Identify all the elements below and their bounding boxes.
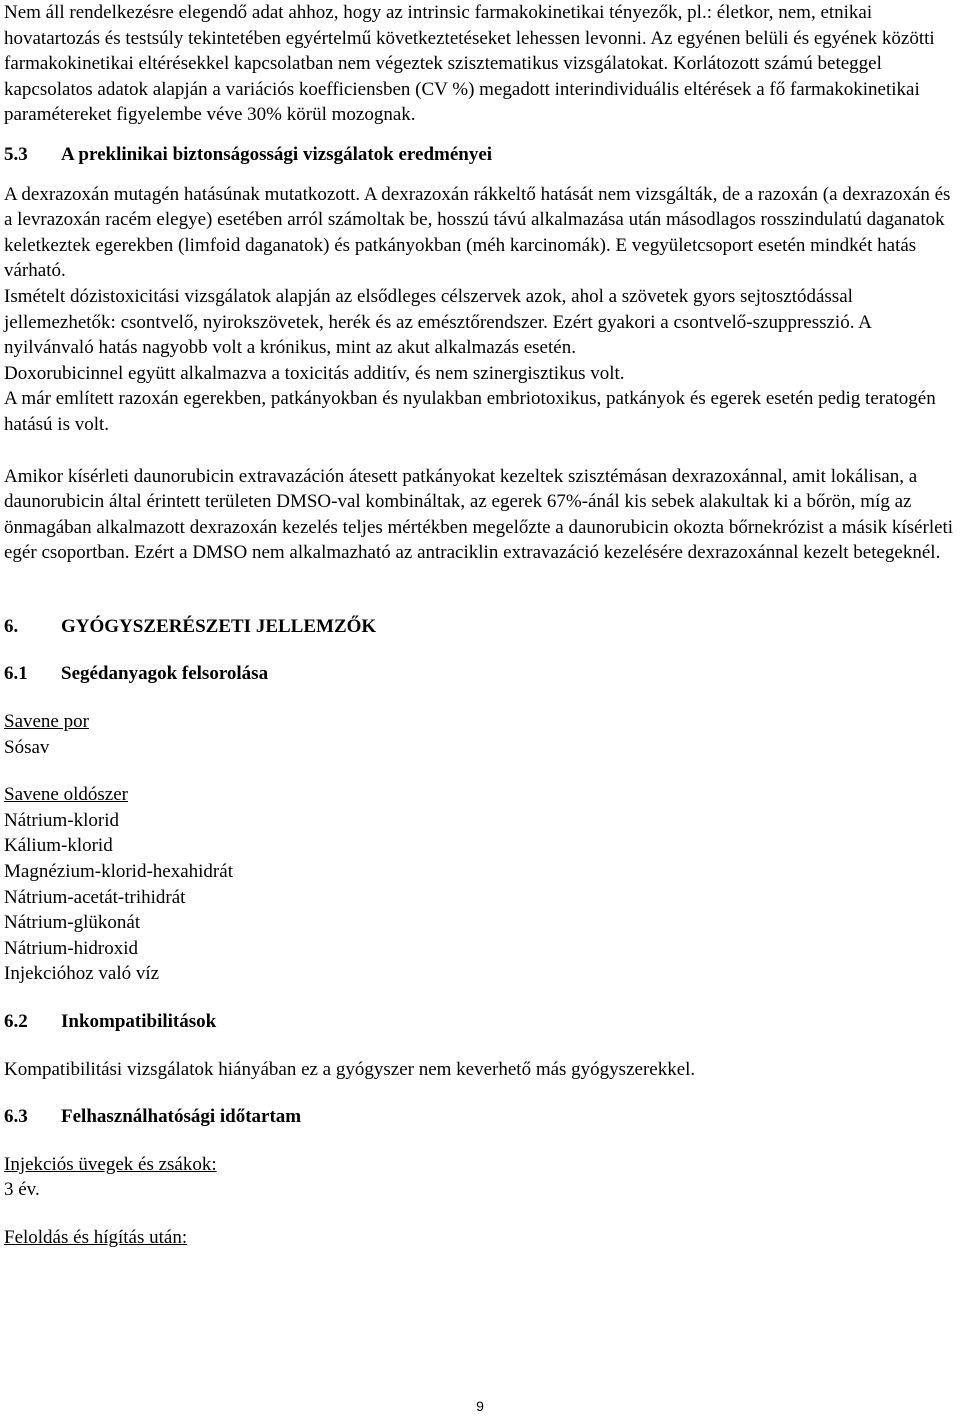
section-6-2-heading	[4, 1009, 956, 1035]
doxorubicin-paragraph: Doxorubicinnel együtt alkalmazva a toxicitás additív, és nem szinergisztikus volt.	[4, 362, 625, 384]
section-6-number: 6.	[4, 615, 19, 637]
section-6-3-title: Felhasználhatósági időtartam	[61, 1106, 302, 1128]
solvent-item: Nátrium-klorid	[4, 809, 120, 831]
section-6-3-number: 6.3	[4, 1106, 28, 1128]
section-5-3-title: A preklinikai biztonságossági vizsgálatok eredményei	[61, 143, 493, 165]
section-6-3-heading	[4, 1104, 956, 1130]
solvent-item: Injekcióhoz való víz	[4, 963, 160, 985]
extravasation-paragraph: Amikor kísérleti daunorubicin extravazáción átesett patkányokat kezeltek szisztémásan dexrazoxánnal, amit lokálisan, a daunorubicin által érintett területen DMSO-val kombináltak, az egerek 67%-ánál kis sebek alakultak ki a bőrön, míg az önmagában alkalmazott dexrazoxán kezelés teljes mértékben megelőzte a daunorubicin okozta bőrnekrózist a másik kísérleti egér csoportban. Ezért a DMSO nem alkalmazható az antraciklin extravazáció kezelésére dexrazoxánnal kezelt betegeknél.	[4, 465, 954, 564]
solvent-item: Nátrium-hidroxid	[4, 937, 139, 959]
solvent-label: Savene oldószer	[4, 784, 128, 806]
page-number: 9	[476, 1398, 484, 1414]
repeat-dose-toxicity-paragraph: Ismételt dózistoxicitási vizsgálatok alapján az elsődleges célszervek azok, ahol a szövetek gyors sejtosztódással jellemezhetők: csontvelő, nyirokszövetek, herék és az emésztőrendszer. Ezért gyakori a csontvelő-szuppresszió. A nyilvánvaló hatás nagyobb volt a krónikus, mint az akut alkalmazás esetén.	[4, 285, 871, 359]
powder-item: Sósav	[4, 736, 50, 758]
pk-intra-inter-text: Az egyénen belüli és egyének közötti farmakokinetikai eltérésekkel kapcsolatban nem végeztek szisztematikus vizsgálatokat.	[4, 27, 935, 75]
section-6-1-number: 6.1	[4, 663, 28, 685]
section-5-3-number: 5.3	[4, 143, 28, 165]
solvent-item: Nátrium-acetát-trihidrát	[4, 886, 186, 908]
powder-label: Savene por	[4, 711, 89, 733]
pk-cv-text: Korlátozott számú beteggel kapcsolatos adatok alapján a variációs koefficiensben (CV %) megadott interindividuális eltérések a fő farmakokinetikai paramétereket figyelembe véve 30% körül mozognak.	[4, 53, 920, 126]
document-page	[4, 0, 956, 1251]
solvent-item: Nátrium-glükonát	[4, 912, 141, 934]
pk-variability-paragraph	[4, 0, 956, 128]
solvent-item: Kálium-klorid	[4, 835, 113, 857]
vials-shelf-life: 3 év.	[4, 1179, 40, 1201]
section-6-1-heading	[4, 661, 956, 687]
embryotoxicity-paragraph: A már említett razoxán egerekben, patkányokban és nyulakban embriotoxikus, patkányok és egerek esetén pedig teratogén hatású is volt.	[4, 388, 936, 435]
section-6-1-title: Segédanyagok felsorolása	[61, 663, 269, 685]
mutagenicity-paragraph: A dexrazoxán mutagén hatásúnak mutatkozott. A dexrazoxán rákkeltő hatását nem vizsgálták, de a razoxán (a dexrazoxán és a levrazoxán racém elegye) esetében arról számoltak be, hosszú távú alkalmazása után másodlagos rosszindulatú daganatok keletkeztek egerekben (limfoid daganatok) és patkányokban (méh karcinomák). E vegyületcsoport esetén mindkét hatás várható.	[4, 183, 951, 282]
section-6-2-number: 6.2	[4, 1011, 28, 1032]
section-6-heading	[4, 614, 956, 640]
incompatibility-text: Kompatibilitási vizsgálatok hiányában ez a gyógyszer nem keverhető más gyógyszerekkel.	[4, 1058, 696, 1080]
vials-label: Injekciós üvegek és zsákok:	[4, 1153, 217, 1175]
pk-intrinsic-factors-text: Nem áll rendelkezésre elegendő adat ahhoz, hogy az intrinsic farmakokinetikai tényezők, pl.: életkor, nem, etnikai hovatartozás és testsúly tekintetében egyértelmű következtetéseket lehessen levonni.	[4, 2, 873, 49]
section-6-title: GYÓGYSZERÉSZETI JELLEMZŐK	[61, 615, 377, 637]
section-5-3-heading	[4, 142, 956, 168]
dilution-label: Feloldás és hígítás után:	[4, 1226, 188, 1248]
solvent-item: Magnézium-klorid-hexahidrát	[4, 861, 233, 883]
section-6-2-title: Inkompatibilitások	[61, 1011, 217, 1032]
